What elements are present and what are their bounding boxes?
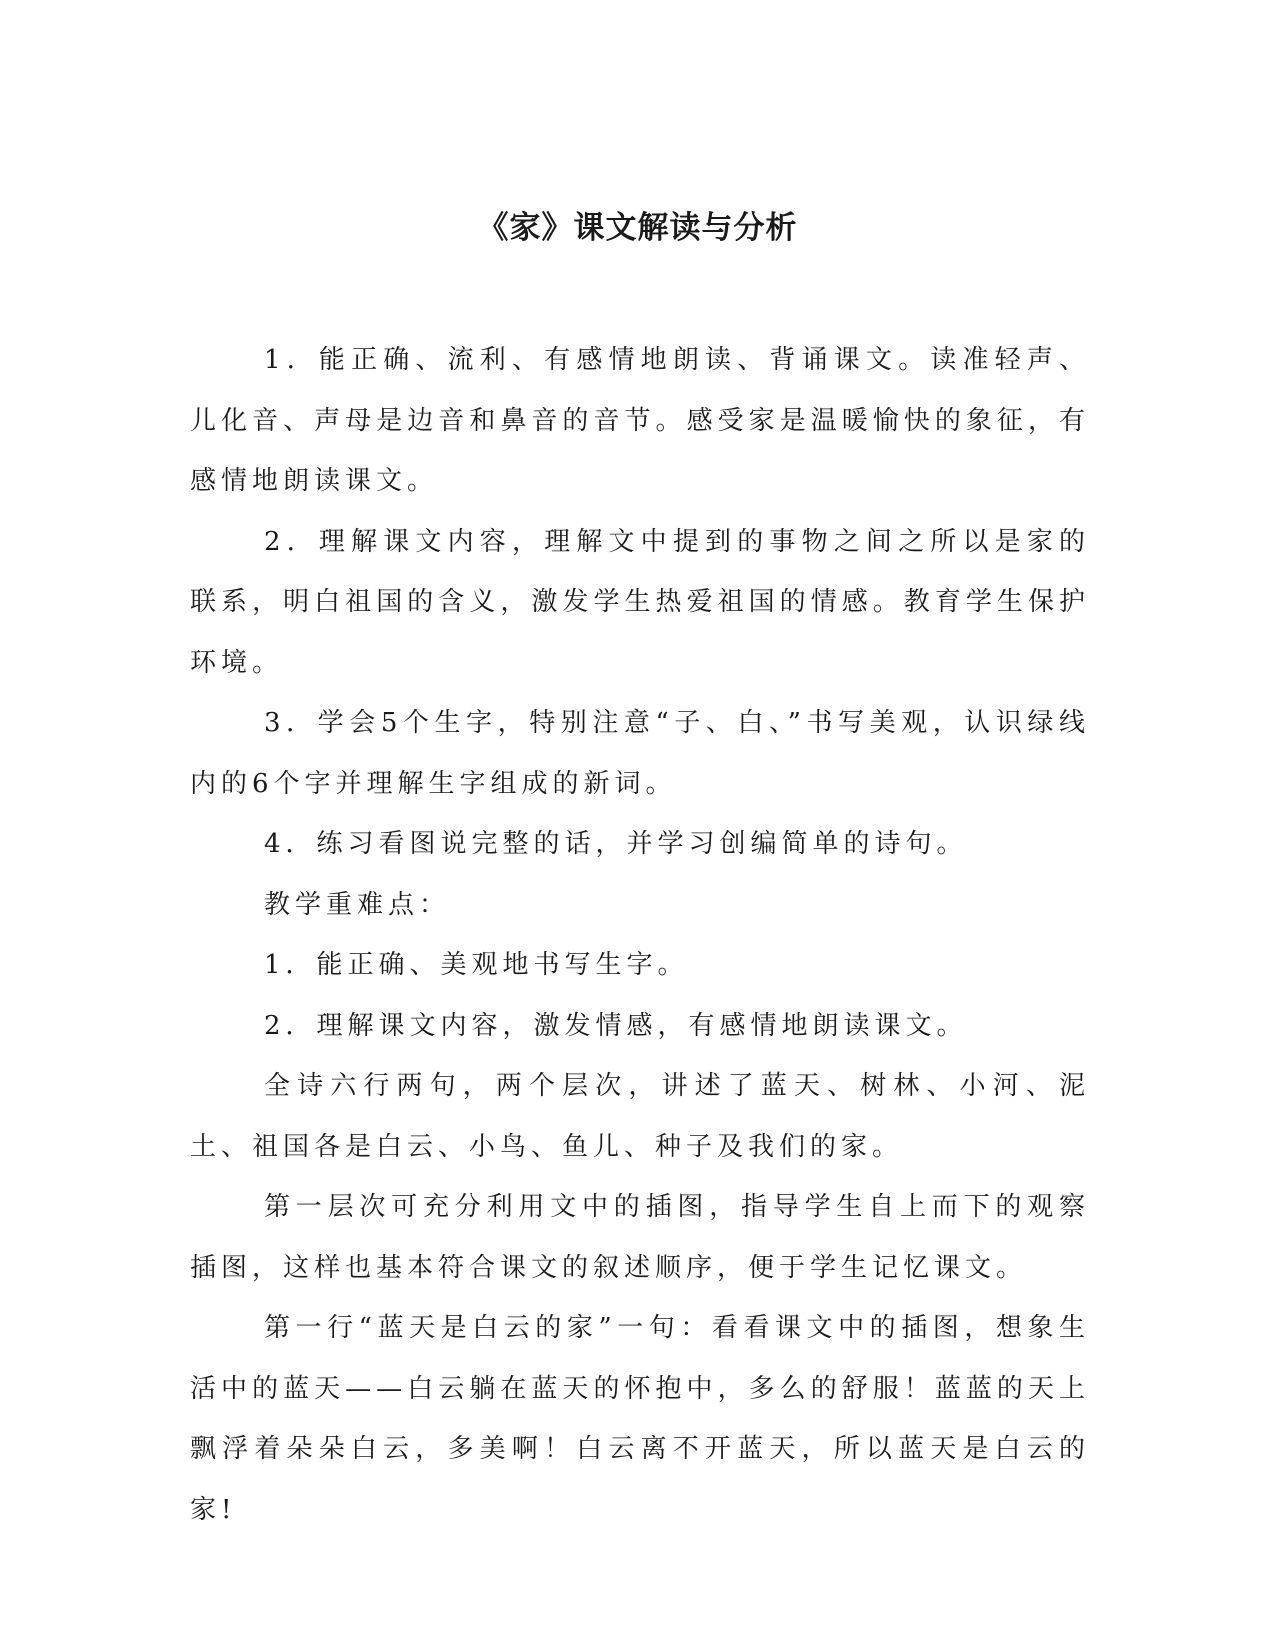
paragraph-key-point-1: 1．能正确、美观地书写生字。 [264, 950, 689, 980]
paragraph-objective-1: 1．能正确、流利、有感情地朗读、背诵课文。读准轻声、儿化音、声母是边音和鼻音的音节。感受家是温暖愉快的象征，有感情地朗读课文。 [190, 345, 1090, 496]
document-title: 《家》课文解读与分析 [477, 210, 798, 246]
document-body [190, 330, 1090, 1540]
paragraph-objective-2: 2．理解课文内容，理解文中提到的事物之间之所以是家的联系，明白祖国的含义，激发学生热爱祖国的情感。教育学生保护环境。 [190, 526, 1090, 678]
paragraph-first-line: 第一行“蓝天是白云的家”一句：看看课文中的插图，想象生活中的蓝天——白云躺在蓝天的怀抱中，多么的舒服！蓝蓝的天上飘浮着朵朵白云，多美啊！白云离不开蓝天，所以蓝天是白云的家! [190, 1313, 1090, 1525]
paragraph-key-points-heading: 教学重难点： [264, 889, 451, 920]
paragraph-objective-4: 4．练习看图说完整的话，并学习创编简单的诗句。 [264, 829, 968, 859]
paragraph-first-level: 第一层次可充分利用文中的插图，指导学生自上而下的观察插图，这样也基本符合课文的叙述顺序，便于学生记忆课文。 [190, 1192, 1090, 1283]
paragraph-poem-overview: 全诗六行两句，两个层次，讲述了蓝天、树林、小河、泥土、祖国各是白云、小鸟、鱼儿、种子及我们的家。 [190, 1071, 1090, 1162]
paragraph-key-point-2: 2．理解课文内容，激发情感，有感情地朗读课文。 [264, 1010, 968, 1041]
paragraph-objective-3: 3．学会5个生字，特别注意“子、白、”书写美观，认识绿线内的6个字并理解生字组成的新词。 [190, 708, 1090, 799]
